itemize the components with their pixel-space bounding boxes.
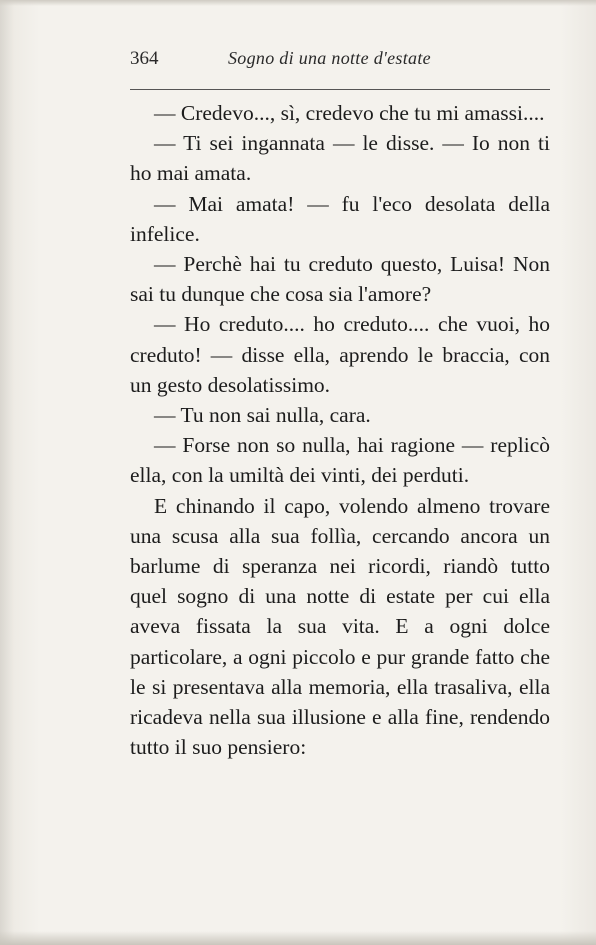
paragraph: — Perchè hai tu creduto questo, Luisa! Non sai tu dunque che cosa sia l'amore? bbox=[130, 252, 550, 307]
paragraph: — Mai amata! — fu l'eco desolata della infelice. bbox=[130, 191, 550, 246]
page-bottom-edge bbox=[0, 931, 596, 945]
page-top-edge bbox=[0, 0, 596, 6]
body-text bbox=[130, 98, 550, 762]
paragraph: — Forse non so nulla, hai ragione — replicò ella, con la umiltà dei vinti, dei perduti. bbox=[130, 433, 550, 488]
header-rule bbox=[130, 89, 550, 90]
paragraph: — Tu non sai nulla, cara. bbox=[154, 403, 371, 428]
paragraph: E chinando il capo, volendo almeno trovare una scusa alla sua follìa, cercando ancora un barlume di speranza nei ricordi, riandò tutto quel sogno di una notte di estate per cui ella aveva fissata la sua vita. E a ogni dolce particolare, a ogni piccolo e pur grande fatto che le si presentava alla memoria, ella trasaliva, ella ricadeva nella sua illusione e alla fine, rendendo tutto il suo pensiero: bbox=[130, 493, 550, 760]
paragraph: — Credevo..., sì, credevo che tu mi amassi.... bbox=[154, 101, 545, 125]
paragraph: — Ti sei ingannata — le disse. — Io non ti ho mai amata. bbox=[130, 131, 550, 186]
paragraph: — Ho creduto.... ho creduto.... che vuoi, ho creduto! — disse ella, aprendo le braccia, con un gesto desolatissimo. bbox=[130, 312, 550, 397]
page-number: 364 bbox=[130, 48, 159, 69]
page-header bbox=[130, 48, 550, 78]
running-title: Sogno di una notte d'estate bbox=[228, 48, 431, 68]
